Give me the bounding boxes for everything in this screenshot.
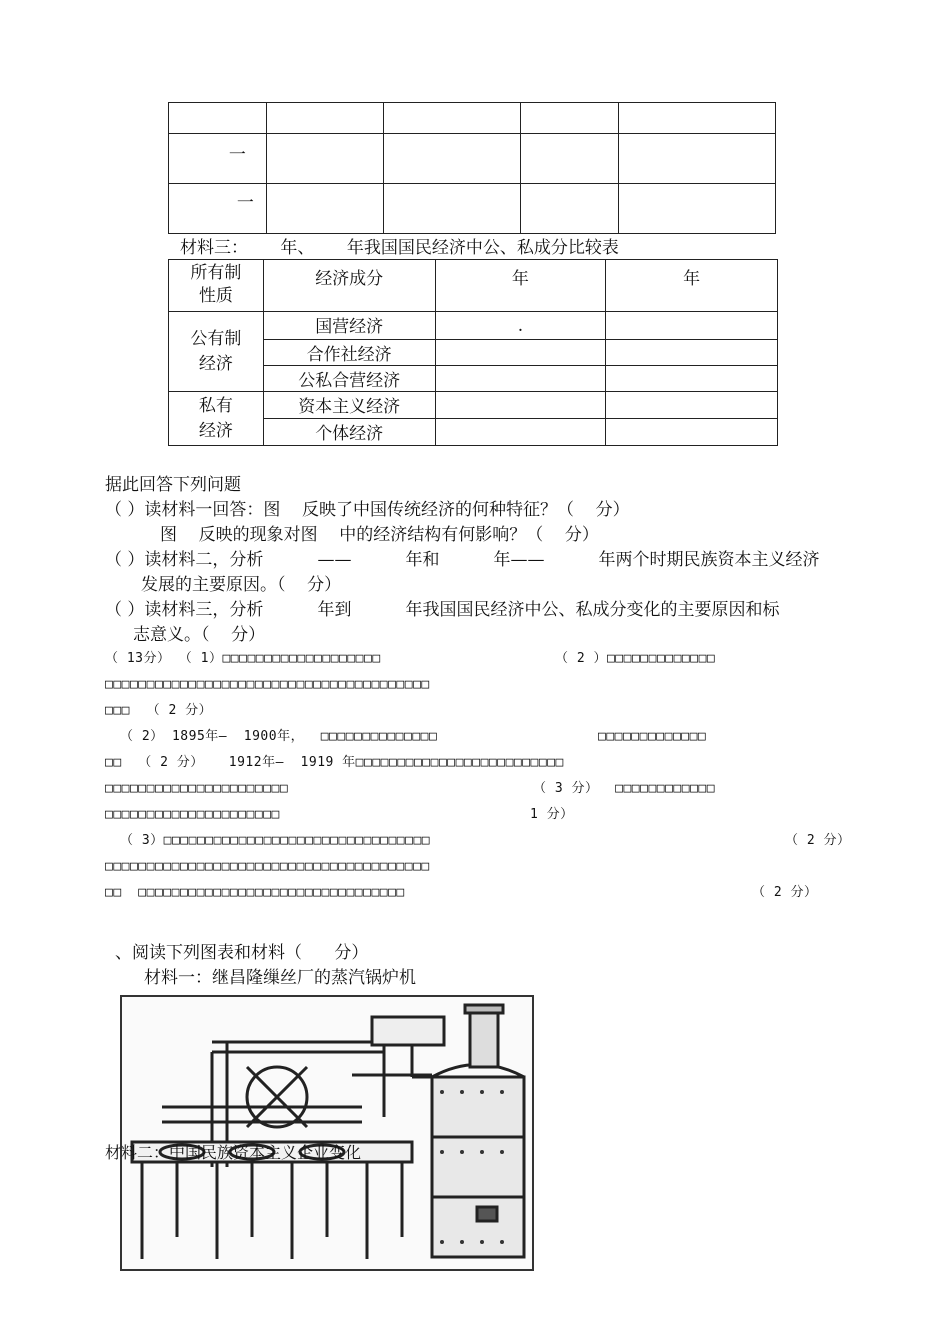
row-name: 合作社经济 bbox=[263, 340, 435, 366]
question-1b: 图 反映的现象对图 中的经济结构有何影响？（ 分） bbox=[160, 525, 599, 545]
table-cell: 一 bbox=[169, 184, 267, 234]
answer-line: （ 13分） （ 1）□□□□□□□□□□□□□□□□□□□ bbox=[105, 651, 381, 666]
answer-line: □□□□□□□□□□□□□ bbox=[598, 729, 707, 744]
header-year-1: 年 bbox=[435, 260, 606, 312]
answer-line: 1 分） bbox=[530, 807, 574, 822]
table-cell bbox=[169, 103, 267, 134]
table-cell bbox=[383, 134, 521, 184]
group-public: 公有制 经济 bbox=[169, 312, 264, 392]
material3-title: 材料三： 年、 年我国国民经济中公、私成分比较表 bbox=[180, 238, 619, 258]
question-2a: （ ）读材料二，分析 —— 年和 年—— 年两个时期民族资本主义经济 bbox=[105, 550, 820, 570]
answer-line: （ 3）□□□□□□□□□□□□□□□□□□□□□□□□□□□□□□□□ bbox=[120, 833, 431, 848]
question-2b: 发展的主要原因。（ 分） bbox=[141, 575, 342, 595]
answer-line: □□ （ 2 分） 1912年— 1919 年□□□□□□□□□□□□□□□□□□□□□□□□□ bbox=[105, 755, 564, 770]
header-ownership: 所有制 性质 bbox=[169, 260, 264, 312]
row-value bbox=[435, 366, 606, 392]
header-year-2: 年 bbox=[606, 260, 778, 312]
table-cell bbox=[521, 134, 619, 184]
row-value bbox=[606, 312, 778, 340]
row-value bbox=[435, 392, 606, 419]
table-cell bbox=[619, 103, 776, 134]
answer-line: □□□□□□□□□□□□□□□□□□□□□□□□□□□□□□□□□□□□□□□ bbox=[105, 859, 430, 874]
top-table bbox=[168, 102, 776, 234]
table-cell bbox=[619, 134, 776, 184]
row-value bbox=[606, 419, 778, 446]
table-cell bbox=[619, 184, 776, 234]
question-3a: （ ）读材料三，分析 年到 年我国国民经济中公、私成分变化的主要原因和标 bbox=[105, 600, 780, 620]
table-cell bbox=[266, 184, 383, 234]
table-cell bbox=[266, 103, 383, 134]
table-cell bbox=[383, 184, 521, 234]
answer-line: （ 2 ）□□□□□□□□□□□□□ bbox=[555, 651, 716, 666]
answer-line: □□□□□□□□□□□□□□□□□□□□□ bbox=[105, 807, 280, 822]
table-cell bbox=[383, 103, 521, 134]
answer-line: □□□□□□□□□□□□□□□□□□□□□□ bbox=[105, 781, 289, 796]
answer-line: （ 3 分） □□□□□□□□□□□□ bbox=[533, 781, 716, 796]
answer-line: □□ □□□□□□□□□□□□□□□□□□□□□□□□□□□□□□□□ bbox=[105, 885, 405, 900]
row-value bbox=[435, 419, 606, 446]
questions-intro: 据此回答下列问题 bbox=[105, 475, 241, 495]
header-component: 经济成分 bbox=[263, 260, 435, 312]
section2-heading: 、阅读下列图表和材料（ 分） bbox=[115, 943, 369, 963]
answer-line: □□□□□□□□□□□□□□□□□□□□□□□□□□□□□□□□□□□□□□□ bbox=[105, 677, 430, 692]
answer-line: （ 2） 1895年— 1900年， □□□□□□□□□□□□□□ bbox=[120, 729, 438, 744]
answer-line: □□□ （ 2 分） bbox=[105, 703, 213, 718]
material1-caption: 材料一：继昌隆缫丝厂的蒸汽锅炉机 bbox=[144, 968, 416, 988]
row-value bbox=[606, 392, 778, 419]
table-cell: 一 bbox=[169, 134, 267, 184]
answer-line: （ 2 分） bbox=[785, 833, 851, 848]
answer-line: （ 2 分） bbox=[752, 885, 818, 900]
ownership-table bbox=[168, 259, 778, 446]
table-cell bbox=[521, 184, 619, 234]
question-3b: 志意义。（ 分） bbox=[133, 625, 266, 645]
row-value bbox=[606, 340, 778, 366]
row-value bbox=[435, 340, 606, 366]
table-cell bbox=[521, 103, 619, 134]
row-value bbox=[606, 366, 778, 392]
row-name: 个体经济 bbox=[263, 419, 435, 446]
table-cell bbox=[266, 134, 383, 184]
steam-boiler-illustration bbox=[120, 995, 534, 1271]
row-value: . bbox=[435, 312, 606, 340]
row-name: 国营经济 bbox=[263, 312, 435, 340]
group-private: 私有 经济 bbox=[169, 392, 264, 446]
row-name: 资本主义经济 bbox=[263, 392, 435, 419]
boiler-machine-drawing bbox=[122, 997, 532, 1269]
row-name: 公私合营经济 bbox=[263, 366, 435, 392]
material2-caption: 材料二：中国民族资本主义企业变化 bbox=[105, 1143, 362, 1162]
question-1a: （ ）读材料一回答：图 反映了中国传统经济的何种特征？（ 分） bbox=[105, 500, 630, 520]
